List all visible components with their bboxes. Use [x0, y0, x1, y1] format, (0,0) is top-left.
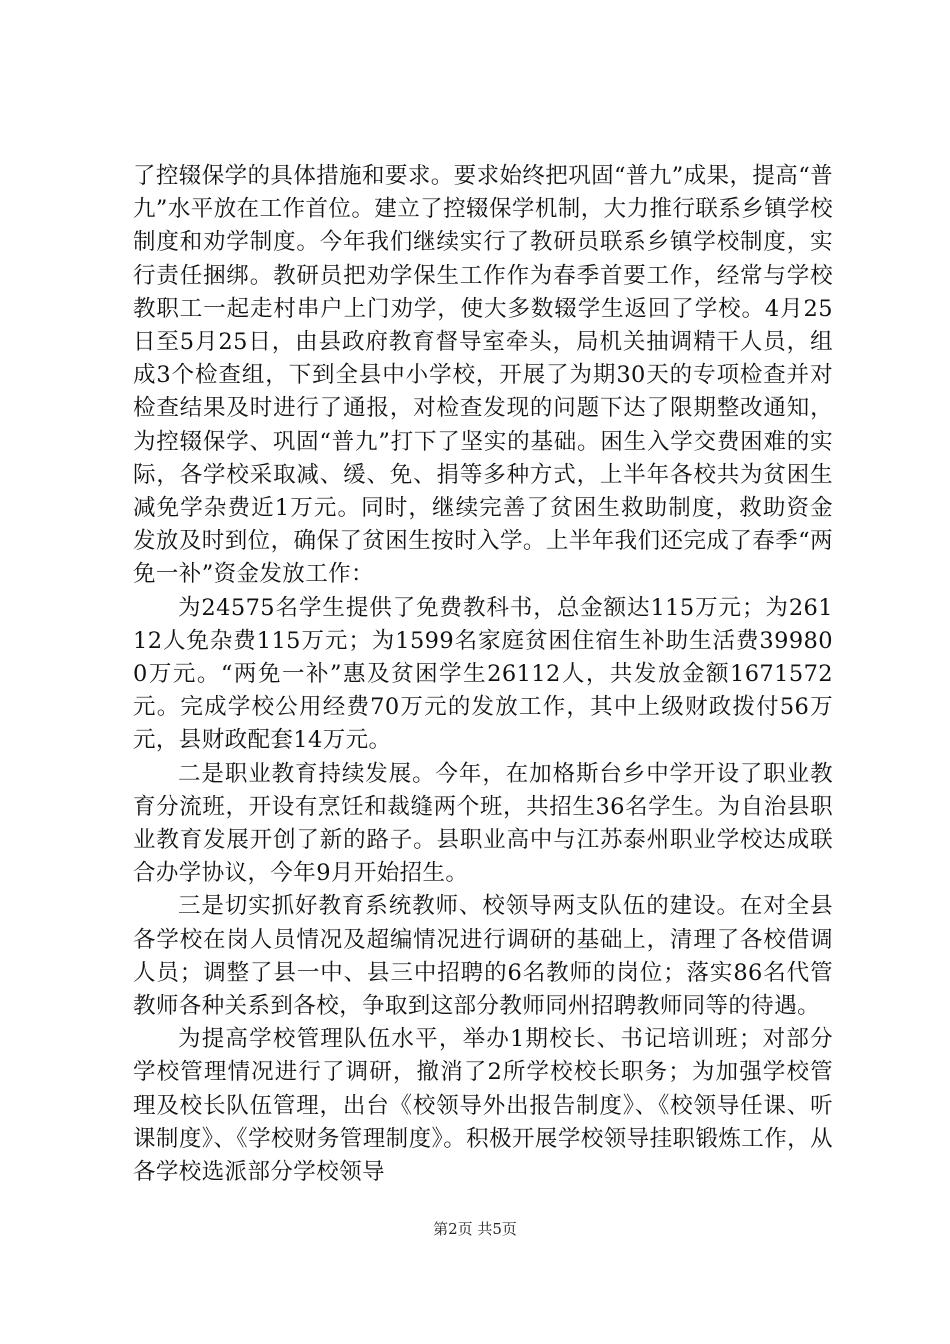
page-footer: 第2页 共5页 [433, 1220, 517, 1238]
paragraph-4: 三是切实抓好教育系统教师、校领导两支队伍的建设。在对全县各学校在岗人员情况及超编情况进行调研的基础上，清理了各校借调人员；调整了县一中、县三中招聘的6名教师的岗位；落实86名代管教师各种关系到各校，争取到这部分教师同州招聘教师同等的待遇。 [133, 893, 833, 1020]
paragraph-3: 二是职业教育持续发展。今年，在加格斯台乡中学开设了职业教育分流班，开设有烹饪和裁缝两个班，共招生36名学生。为自治县职业教育发展开创了新的路子。县职业高中与江苏泰州职业学校达成联合办学协议，今年9月开始招生。 [133, 760, 833, 887]
document-body [133, 160, 833, 1189]
paragraph-1: 了控辍保学的具体措施和要求。要求始终把巩固“普九”成果，提高“普九”水平放在工作首位。建立了控辍保学机制，大力推行联系乡镇学校制度和劝学制度。今年我们继续实行了教研员联系乡镇学校制度，实行责任捆绑。教研员把劝学保生工作作为春季首要工作，经常与学校教职工一起走村串户上门劝学，使大多数辍学生返回了学校。4月25日至5月25日，由县政府教育督导室牵头，局机关抽调精干人员，组成3个检查组，下到全县中小学校，开展了为期30天的专项检查并对检查结果及时进行了通报，对检查发现的问题下达了限期整改通知，为控辍保学、巩固“普九”打下了坚实的基础。困生入学交费困难的实际，各学校采取减、缓、免、捐等多种方式，上半年各校共为贫困生减免学杂费近1万元。同时，继续完善了贫困生救助制度，救助资金发放及时到位，确保了贫困生按时入学。上半年我们还完成了春季“两免一补”资金发放工作： [133, 163, 833, 588]
paragraph-5: 为提高学校管理队伍水平，举办1期校长、书记培训班；对部分学校管理情况进行了调研，撤消了2所学校校长职务；为加强学校管理及校长队伍管理，出台《校领导外出报告制度》、《校领导任课、听课制度》、《学校财务管理制度》。积极开展学校领导挂职锻炼工作，从各学校选派部分学校领导 [133, 1026, 833, 1186]
paragraph-2: 为24575名学生提供了免费教科书，总金额达115万元；为26112人免杂费115万元；为1599名家庭贫困住宿生补助生活费399800万元。“两免一补”惠及贫困学生26112人，共发放金额1671572元。完成学校公用经费70万元的发放工作，其中上级财政拨付56万元，县财政配套14万元。 [133, 594, 833, 754]
